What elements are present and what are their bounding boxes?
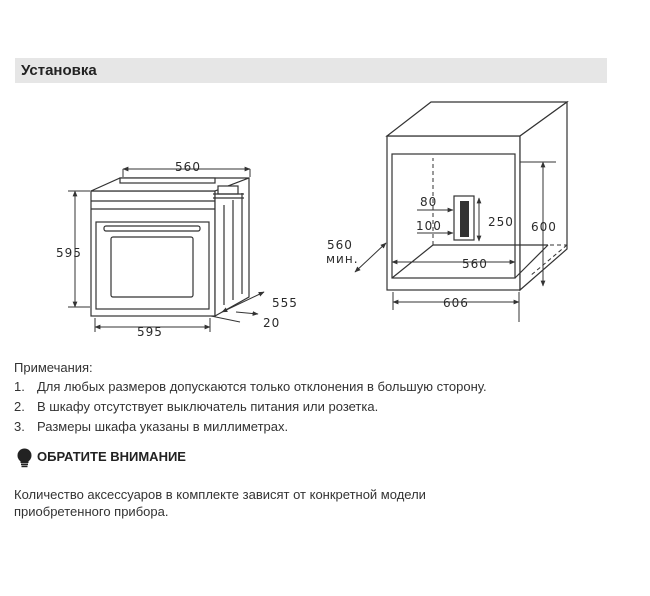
note-text: Для любых размеров допускаются только отклонения в большую сторону. (37, 379, 487, 394)
notes-list (14, 377, 487, 437)
oven-drawing (91, 178, 249, 316)
cabinet-vent-width-80-label: 80 (420, 195, 438, 209)
note-text: В шкафу отсутствует выключатель питания или розетка. (37, 399, 379, 414)
note-item (14, 417, 487, 437)
cabinet-depth-label: 560 (327, 238, 353, 252)
oven-height-label: 595 (56, 246, 82, 260)
oven-top-width-label: 560 (175, 160, 201, 174)
notes-title: Примечания: (14, 360, 93, 375)
cabinet-depth-unit-label: мин. (326, 252, 359, 266)
cabinet-inner-width-label: 560 (462, 257, 488, 271)
cabinet-outer-width-label: 606 (443, 296, 469, 310)
note-number: 3. (14, 419, 25, 434)
lightbulb-icon (16, 448, 33, 468)
note-item (14, 397, 487, 417)
note-text: Размеры шкафа указаны в миллиметрах. (37, 419, 289, 434)
cabinet-vent-width-100-label: 100 (416, 219, 442, 233)
footer-text: Количество аксессуаров в комплекте зависят от конкретной модели приобретенного прибора. (14, 487, 426, 519)
cabinet-height-label: 600 (531, 220, 557, 234)
note-number: 2. (14, 399, 25, 414)
note-number: 1. (14, 379, 25, 394)
note-item (14, 377, 487, 397)
oven-side (215, 178, 249, 316)
cabinet-vent-height-label: 250 (488, 215, 514, 229)
oven-handle (104, 226, 200, 231)
attention-title: ОБРАТИТЕ ВНИМАНИЕ (37, 449, 186, 464)
oven-door-window (111, 237, 193, 297)
oven-front-offset-label: 20 (263, 316, 281, 330)
oven-front-width-label: 595 (137, 325, 163, 339)
oven-front-panel (96, 222, 209, 309)
oven-depth-label: 555 (272, 296, 298, 310)
section-title: Установка (21, 62, 97, 79)
